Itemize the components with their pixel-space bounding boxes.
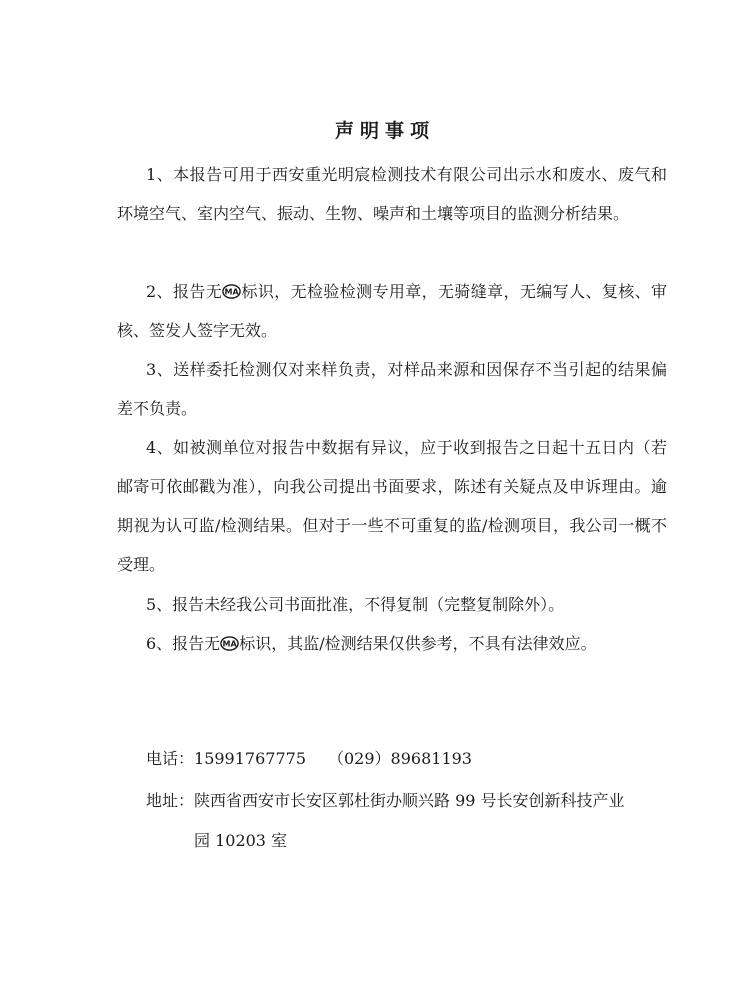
contact-address-cont	[194, 831, 287, 851]
contact-address	[146, 791, 625, 811]
address-line-2: 园 10203 室	[194, 831, 288, 850]
statement-item-2	[117, 272, 667, 350]
statement-item-4: 4、如被测单位对报告中数据有异议，应于收到报告之日起十五日内（若邮寄可依邮戳为准），向我公司提出书面要求，陈述有关疑点及申诉理由。逾期视为认可监/检测结果。但对于一些不可重复的监/检测项目，我公司一概不受理。	[117, 438, 667, 574]
cma-mark-icon	[220, 636, 239, 651]
statement-item-3: 3、送样委托检测仅对来样负责，对样品来源和因保存不当引起的结果偏差不负责。	[117, 360, 667, 418]
address-line-1: 陕西省西安市长安区郭杜街办顺兴路 99 号长安创新科技产业	[194, 791, 625, 810]
contact-phone	[146, 749, 472, 769]
statement-item-6-lead: 6、报告无	[146, 634, 221, 653]
cma-mark-icon	[222, 284, 241, 299]
statement-item-6-rest: 标识，其监/检测结果仅供参考，不具有法律效应。	[239, 634, 597, 653]
statement-item-6	[117, 624, 667, 663]
phone-label: 电话：	[146, 749, 195, 768]
phone-number-landline: （029）89681193	[328, 749, 472, 768]
statement-item-2-lead: 2、报告无	[146, 282, 223, 301]
phone-number-mobile: 15991767775	[194, 749, 306, 768]
statement-item-5: 5、报告未经我公司书面批准，不得复制（完整复制除外）。	[146, 595, 565, 614]
statement-item-1: 1、本报告可用于西安重光明宸检测技术有限公司出示水和废水、废气和环境空气、室内空气、振动、生物、噪声和土壤等项目的监测分析结果。	[117, 165, 667, 223]
cma-mark-label: MA	[222, 639, 237, 649]
statement-item-2-rest: 标识，无检验检测专用章，无骑缝章，无编写人、复核、审核、签发人签字无效。	[117, 282, 667, 340]
page-title: 声明事项	[334, 120, 435, 142]
address-label: 地址：	[146, 791, 195, 810]
cma-mark-label: MA	[224, 287, 239, 297]
